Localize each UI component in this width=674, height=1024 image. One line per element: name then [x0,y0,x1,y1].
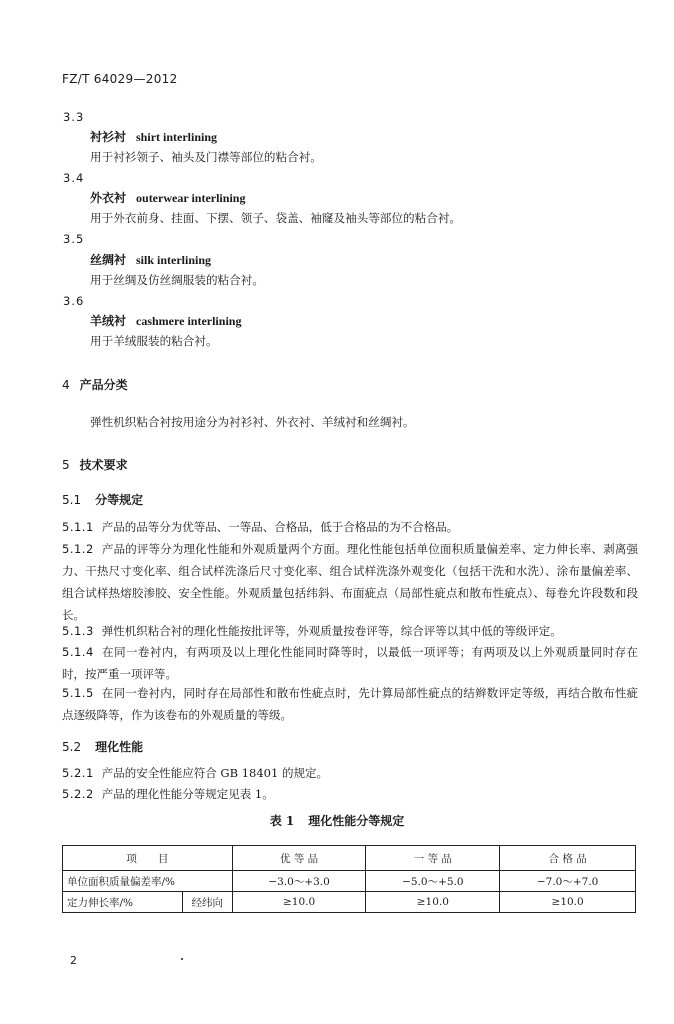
clause-text: 在同一卷衬内，有两项及以上理化性能同时降等时，以最低一项评等；有两项及以上外观质量同时存在时，按严重一项评等。 [62,645,638,681]
term-definition: 用于衬衫领子、袖头及门襟等部位的粘合衬。 [90,150,322,164]
clause-number: 5.1.3 [62,624,94,638]
term-definition: 用于丝绸及仿丝绸服装的粘合衬。 [90,273,264,287]
subsection-heading [62,491,143,508]
clause-number: 5.1.2 [62,542,94,556]
clause-5-1-3 [62,620,638,642]
premium-value: −3.0～+3.0 [232,871,366,892]
table-row [63,892,636,913]
term-heading [90,189,245,206]
table-header-row [63,846,636,871]
section-heading [62,376,128,393]
standard-number: FZ/T 64029—2012 [62,72,178,86]
clause-text: 产品的评等分为理化性能和外观质量两个方面。理化性能包括单位面积质量偏差率、定力伸长率、剥离强力、干热尺寸变化率、组合试样洗涤后尺寸变化率、组合试样洗涤外观变化（包括干洗和水洗）、涂布量偏差率、组合试样热熔胶渗胶、安全性能。外观质量包括纬斜、布面疵点（局部性疵点和散布性疵点）、每卷允许段数和段长。 [62,542,638,622]
qualified-value: −7.0～+7.0 [500,871,636,892]
clause-text: 在同一卷衬内，同时存在局部性和散布性疵点时，先计算局部性疵点的结辫数评定等级，再结合散布性疵点逐级降等，作为该卷布的外观质量的等级。 [62,686,638,722]
clause-number: 5.1.4 [62,645,94,659]
clause-number: 5.1.5 [62,686,94,700]
clause-5-1-5 [62,682,638,726]
clause-number: 5.1.1 [62,520,94,534]
clause-text: 弹性机织粘合衬的理化性能按批评等，外观质量按卷评等，综合评等以其中低的等级评定。 [101,624,562,638]
subsection-title: 分等规定 [95,493,144,507]
term-english: silk interlining [136,253,212,267]
grading-table [62,845,636,913]
clause-number: 5.2.2 [62,787,94,801]
term-number: 3.4 [63,171,85,185]
qualified-value: ≥10.0 [500,892,636,913]
table-caption [0,812,674,829]
row-subitem: 经纬向 [182,892,232,913]
section-title: 技术要求 [79,458,128,472]
term-english: cashmere interlining [136,314,242,328]
page-number: 2 [70,954,77,967]
subsection-number: 5.1 [62,493,82,507]
clause-text: 产品的品等分为优等品、一等品、合格品，低于合格品的为不合格品。 [101,520,459,534]
subsection-heading [62,738,143,755]
table-row [63,871,636,892]
first-grade-value: −5.0～+5.0 [366,871,500,892]
term-english: shirt interlining [136,130,218,144]
header-item: 项 目 [63,846,233,871]
term-chinese: 羊绒衬 [90,314,127,328]
row-item: 定力伸长率/% [63,892,183,913]
scan-speck [181,958,183,960]
term-heading [90,128,217,145]
row-item: 单位面积质量偏差率/% [63,871,233,892]
term-number: 3.6 [63,294,85,308]
clause-5-1-2 [62,538,638,626]
section-heading [62,456,128,473]
subsection-number: 5.2 [62,740,82,754]
term-definition: 用于羊绒服装的粘合衬。 [90,334,218,348]
header-qualified: 合 格 品 [500,846,636,871]
table-title: 理化性能分等规定 [308,814,405,828]
clause-5-2-1 [62,762,638,784]
subsection-title: 理化性能 [95,740,144,754]
term-heading [90,251,211,268]
term-chinese: 丝绸衬 [90,253,127,267]
clause-text: 产品的安全性能应符合 GB 18401 的规定。 [101,766,328,780]
term-english: outerwear interlining [136,191,246,205]
section-number: 5 [62,458,70,472]
term-definition: 用于外衣前身、挂面、下摆、领子、袋盖、袖窿及袖头等部位的粘合衬。 [90,211,462,225]
clause-5-1-4 [62,641,638,685]
header-premium: 优 等 品 [232,846,366,871]
premium-value: ≥10.0 [232,892,366,913]
term-number: 3.3 [63,110,85,124]
term-heading [90,312,241,329]
clause-text: 产品的理化性能分等规定见表 1。 [101,787,274,801]
header-first-grade: 一 等 品 [366,846,500,871]
table-number: 表 1 [269,814,295,828]
section-title: 产品分类 [79,378,128,392]
section-paragraph: 弹性机织粘合衬按用途分为衬衫衬、外衣衬、羊绒衬和丝绸衬。 [90,415,415,429]
clause-number: 5.2.1 [62,766,94,780]
term-number: 3.5 [63,232,85,246]
section-number: 4 [62,378,70,392]
clause-5-2-2 [62,783,638,805]
clause-5-1-1 [62,516,638,538]
term-chinese: 衬衫衬 [90,130,127,144]
first-grade-value: ≥10.0 [366,892,500,913]
term-chinese: 外衣衬 [90,191,127,205]
